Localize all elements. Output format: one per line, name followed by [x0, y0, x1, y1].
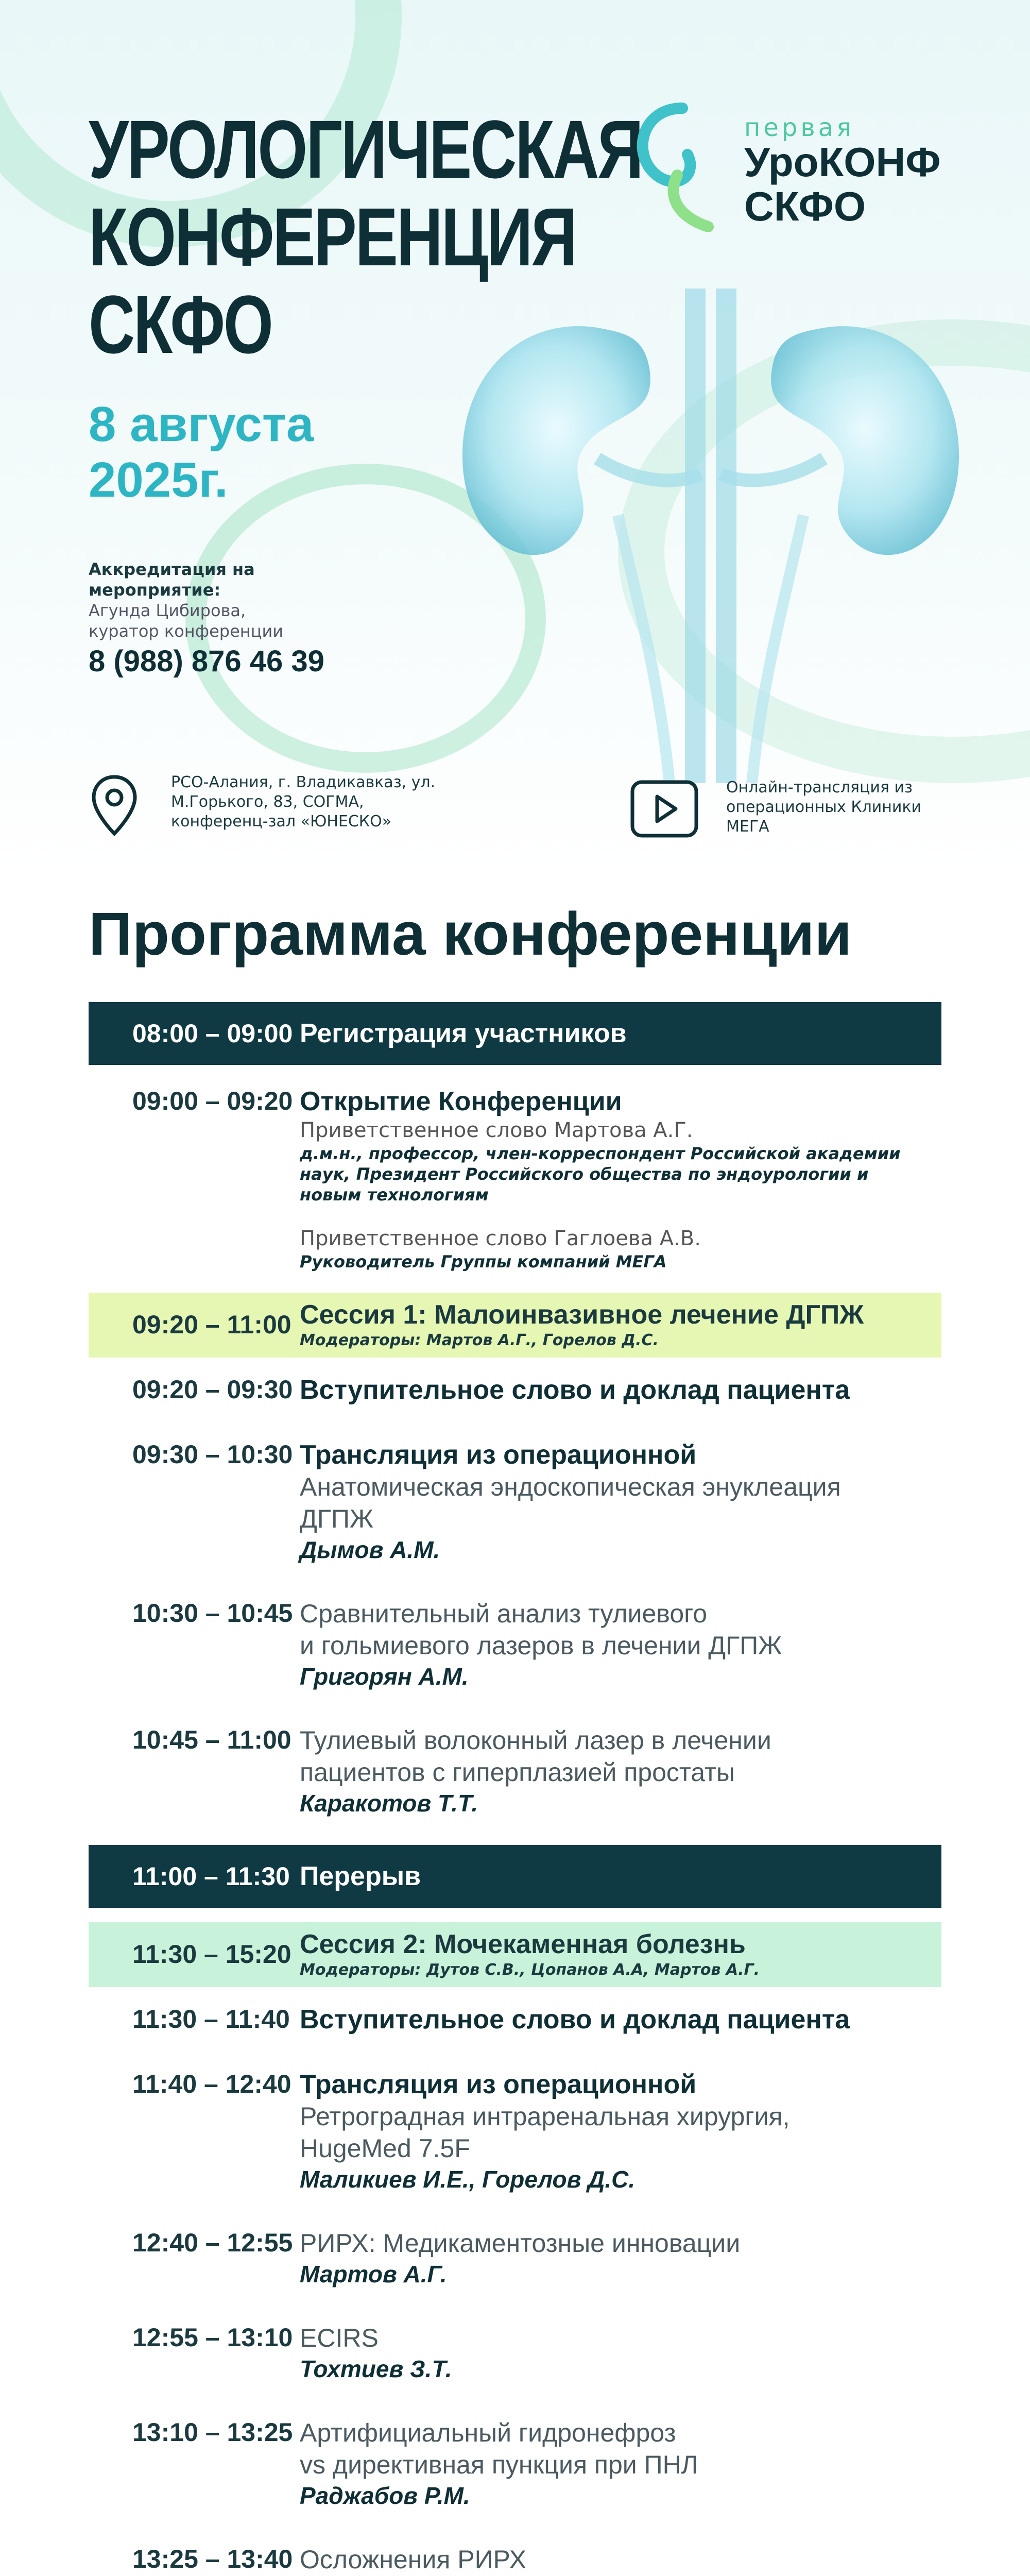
session-moderators: Модераторы: Дутов С.В., Цопанов А.А, Мартов А.Г. [300, 1961, 760, 1979]
item-description: ECIRS [300, 2324, 379, 2352]
item-speaker: Каракотов Т.Т. [300, 1790, 478, 1817]
schedule-item [89, 2527, 941, 2576]
band-title: Регистрация участников [300, 1019, 627, 1048]
item-description: РИРХ: Медикаментозные инновации [300, 2229, 741, 2258]
schedule-band-registration [89, 1002, 941, 1065]
accreditation-block [89, 559, 346, 641]
program-title: Программа конференции [89, 900, 852, 968]
hero-section [0, 0, 1030, 876]
item-title: Открытие Конференции [300, 1087, 622, 1116]
session-header-2 [89, 1922, 941, 1987]
logo-name-line2: СКФО [744, 183, 866, 229]
item-description: Осложнения РИРХ [300, 2545, 526, 2574]
play-video-icon [628, 778, 700, 840]
schedule-item [89, 2400, 941, 2527]
program-schedule [89, 1002, 941, 2576]
contact-phone[interactable]: 8 (988) 876 46 39 [89, 645, 324, 678]
time-slot: 10:45 – 11:00 [132, 1725, 291, 1754]
item-speaker: Дымов А.М. [300, 1536, 440, 1563]
time-slot: 09:30 – 10:30 [132, 1440, 293, 1469]
schedule-item [89, 1708, 941, 1835]
session-title: Сессия 1: Малоинвазивное лечение ДГПЖ [300, 1300, 864, 1330]
schedule-item [89, 1987, 941, 2052]
session-header-1 [89, 1293, 941, 1358]
item-title: Вступительное слово и доклад пациента [300, 2005, 850, 2035]
time-slot: 09:20 – 11:00 [132, 1310, 291, 1339]
item-description: Тулиевый волоконный лазер в лечении пациентов с гиперплазией простаты [300, 1726, 771, 1787]
logo-name [744, 140, 941, 229]
band-title: Перерыв [300, 1861, 421, 1891]
logo-name-line1: УроКОНФ [744, 139, 941, 185]
time-slot: 11:30 – 15:20 [132, 1940, 291, 1969]
item-description: Анатомическая эндоскопическая энуклеация ДГПЖ [300, 1472, 841, 1533]
schedule-item [89, 1422, 941, 1581]
logo-first: первая [744, 113, 854, 142]
location-pin-icon [89, 773, 140, 840]
date-year: 2025г. [89, 452, 228, 507]
accreditation-label: Аккредитация на мероприятие: [89, 560, 255, 600]
opening-line-2: Приветственное слово Гаглоева А.В. [300, 1227, 701, 1250]
item-description: Сравнительный анализ тулиевого и гольмиевого лазеров в лечении ДГПЖ [300, 1599, 782, 1660]
item-speaker: Маликиев И.Е., Горелов Д.С. [300, 2166, 636, 2193]
schedule-item [89, 2306, 941, 2400]
time-slot: 11:40 – 12:40 [132, 2070, 291, 2098]
item-speaker: Мартов А.Г. [300, 2261, 447, 2287]
accreditation-role: куратор конференции [89, 621, 284, 641]
time-slot: 13:10 – 13:25 [132, 2418, 293, 2447]
session-title: Сессия 2: Мочекаменная болезнь [300, 1929, 746, 1959]
item-title: Вступительное слово и доклад пациента [300, 1375, 850, 1405]
conference-title: УРОЛОГИЧЕСКАЯ КОНФЕРЕНЦИЯ СКФО [89, 103, 642, 370]
time-slot: 09:20 – 09:30 [132, 1375, 293, 1404]
schedule-item [89, 2052, 941, 2211]
session-moderators: Модераторы: Мартов А.Г., Горелов Д.С. [300, 1331, 659, 1349]
session-1-items [89, 1358, 941, 1835]
conference-date [89, 397, 314, 508]
schedule-item [89, 2211, 941, 2306]
schedule-item [89, 1358, 941, 1422]
schedule-item-opening [89, 1065, 941, 1293]
location-block [89, 773, 459, 840]
item-title: Трансляция из операционной [300, 2070, 697, 2099]
broadcast-text: Онлайн-трансляция из операционных Клиники МЕГА [726, 778, 922, 836]
time-slot: 09:00 – 09:20 [132, 1087, 293, 1115]
schedule-band-break-1 [89, 1845, 941, 1908]
broadcast-block [628, 778, 932, 840]
date-day: 8 августа [89, 397, 314, 452]
item-speaker: Григорян А.М. [300, 1663, 469, 1690]
opening-note-1: д.м.н., профессор, член-корреспондент Российской академии наук, Президент Российского общества по эндоурологии и новым технологиям [300, 1144, 901, 1205]
schedule-item [89, 1581, 941, 1708]
session-2-items [89, 1987, 941, 2576]
time-slot: 12:55 – 13:10 [132, 2323, 293, 2352]
location-text: РСО-Алания, г. Владикавказ, ул. М.Горького, 83, СОГМА, конференц-зал «ЮНЕСКО» [171, 773, 436, 831]
item-description: Артифициальный гидронефроз vs директивная пункция при ПНЛ [300, 2418, 698, 2479]
accreditation-name: Агунда Цибирова, [89, 601, 246, 620]
time-slot: 11:30 – 11:40 [132, 2005, 290, 2033]
time-slot: 08:00 – 09:00 [132, 1019, 293, 1048]
time-slot: 13:25 – 13:40 [132, 2545, 293, 2573]
item-speaker: Раджабов Р.М. [300, 2482, 470, 2509]
info-row [0, 773, 1030, 855]
time-slot: 12:40 – 12:55 [132, 2228, 293, 2257]
opening-note-2: Руководитель Группы компаний МЕГА [300, 1252, 667, 1272]
kidney-logo-icon [621, 98, 734, 232]
time-slot: 11:00 – 11:30 [132, 1862, 290, 1891]
opening-line-1: Приветственное слово Мартова А.Г. [300, 1118, 693, 1142]
item-title: Трансляция из операционной [300, 1440, 697, 1470]
time-slot: 10:30 – 10:45 [132, 1599, 293, 1628]
item-description: Ретроградная интраренальная хирургия, HugeMed 7.5F [300, 2102, 790, 2163]
item-speaker: Тохтиев З.Т. [300, 2355, 452, 2382]
